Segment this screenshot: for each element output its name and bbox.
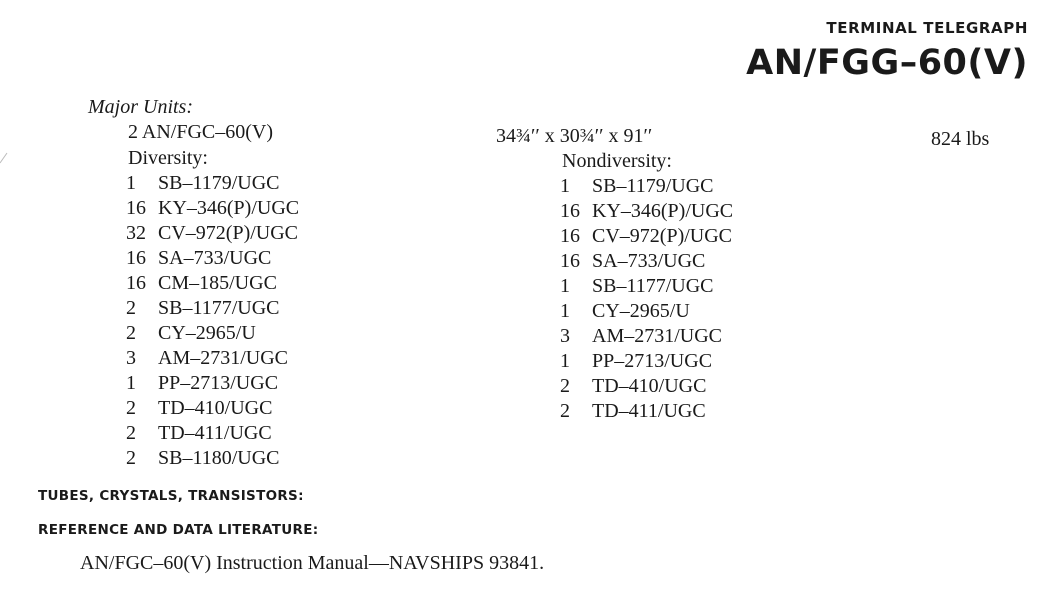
item-qty: 16 <box>126 247 146 269</box>
major-units-label: Major Units: <box>88 96 193 118</box>
list-item <box>560 399 733 424</box>
item-part: CY–2965/U <box>158 322 256 344</box>
list-item <box>560 349 733 374</box>
diversity-column <box>126 146 299 471</box>
margin-mark <box>0 152 8 164</box>
list-item <box>560 374 733 399</box>
item-qty: 16 <box>126 197 146 219</box>
list-item <box>126 296 299 321</box>
item-qty: 2 <box>560 375 570 397</box>
tubes-heading: TUBES, CRYSTALS, TRANSISTORS: <box>38 488 304 504</box>
list-item <box>126 221 299 246</box>
list-item <box>126 421 299 446</box>
diversity-list <box>126 171 299 471</box>
item-part: SB–1180/UGC <box>158 447 280 469</box>
item-part: SB–1177/UGC <box>592 275 714 297</box>
item-part: PP–2713/UGC <box>592 350 713 372</box>
item-qty: 2 <box>126 447 136 469</box>
list-item <box>560 224 733 249</box>
item-part: CY–2965/U <box>592 300 690 322</box>
item-qty: 32 <box>126 222 146 244</box>
item-qty: 16 <box>560 200 580 222</box>
list-item <box>126 171 299 196</box>
item-qty: 1 <box>560 350 570 372</box>
item-part: CV–972(P)/UGC <box>592 225 733 247</box>
list-item <box>126 396 299 421</box>
list-item <box>126 321 299 346</box>
list-item <box>560 174 733 199</box>
document-title: AN/FGG–60(V) <box>746 43 1028 83</box>
item-qty: 1 <box>560 175 570 197</box>
weight: 824 lbs <box>931 128 990 150</box>
list-item <box>560 299 733 324</box>
item-part: TD–411/UGC <box>158 422 272 444</box>
item-qty: 2 <box>126 322 136 344</box>
item-part: KY–346(P)/UGC <box>592 200 734 222</box>
item-part: SB–1179/UGC <box>158 172 280 194</box>
item-part: TD–410/UGC <box>592 375 707 397</box>
diversity-heading: Diversity: <box>128 147 208 169</box>
item-part: SB–1179/UGC <box>592 175 714 197</box>
list-item <box>126 196 299 221</box>
item-qty: 16 <box>560 225 580 247</box>
item-part: CV–972(P)/UGC <box>158 222 299 244</box>
item-part: SA–733/UGC <box>592 250 706 272</box>
list-item <box>126 371 299 396</box>
item-part: KY–346(P)/UGC <box>158 197 300 219</box>
item-part: AM–2731/UGC <box>158 347 289 369</box>
item-qty: 2 <box>560 400 570 422</box>
list-item <box>560 199 733 224</box>
list-item <box>560 324 733 349</box>
item-part: SA–733/UGC <box>158 247 272 269</box>
list-item <box>126 246 299 271</box>
item-qty: 1 <box>126 372 136 394</box>
reference-text: AN/FGC–60(V) Instruction Manual—NAVSHIPS 93841. <box>80 552 545 574</box>
item-qty: 16 <box>560 250 580 272</box>
item-part: PP–2713/UGC <box>158 372 279 394</box>
item-qty: 1 <box>560 300 570 322</box>
list-item <box>560 249 733 274</box>
nondiversity-column <box>560 149 733 424</box>
item-qty: 2 <box>126 297 136 319</box>
list-item <box>126 446 299 471</box>
item-part: AM–2731/UGC <box>592 325 723 347</box>
dimensions: 34¾′′ x 30¾′′ x 91′′ <box>496 125 653 147</box>
item-qty: 3 <box>126 347 136 369</box>
item-part: SB–1177/UGC <box>158 297 280 319</box>
reference-heading: REFERENCE AND DATA LITERATURE: <box>38 522 319 538</box>
main-unit: 2 AN/FGC–60(V) <box>128 121 274 143</box>
item-part: TD–410/UGC <box>158 397 273 419</box>
nondiversity-heading: Nondiversity: <box>562 150 672 172</box>
item-part: CM–185/UGC <box>158 272 277 294</box>
document-subtitle: TERMINAL TELEGRAPH <box>826 19 1028 37</box>
item-qty: 2 <box>126 397 136 419</box>
item-part: TD–411/UGC <box>592 400 706 422</box>
item-qty: 3 <box>560 325 570 347</box>
item-qty: 2 <box>126 422 136 444</box>
list-item <box>560 274 733 299</box>
nondiversity-list <box>560 174 733 424</box>
list-item <box>126 346 299 371</box>
item-qty: 16 <box>126 272 146 294</box>
item-qty: 1 <box>126 172 136 194</box>
item-qty: 1 <box>560 275 570 297</box>
list-item <box>126 271 299 296</box>
